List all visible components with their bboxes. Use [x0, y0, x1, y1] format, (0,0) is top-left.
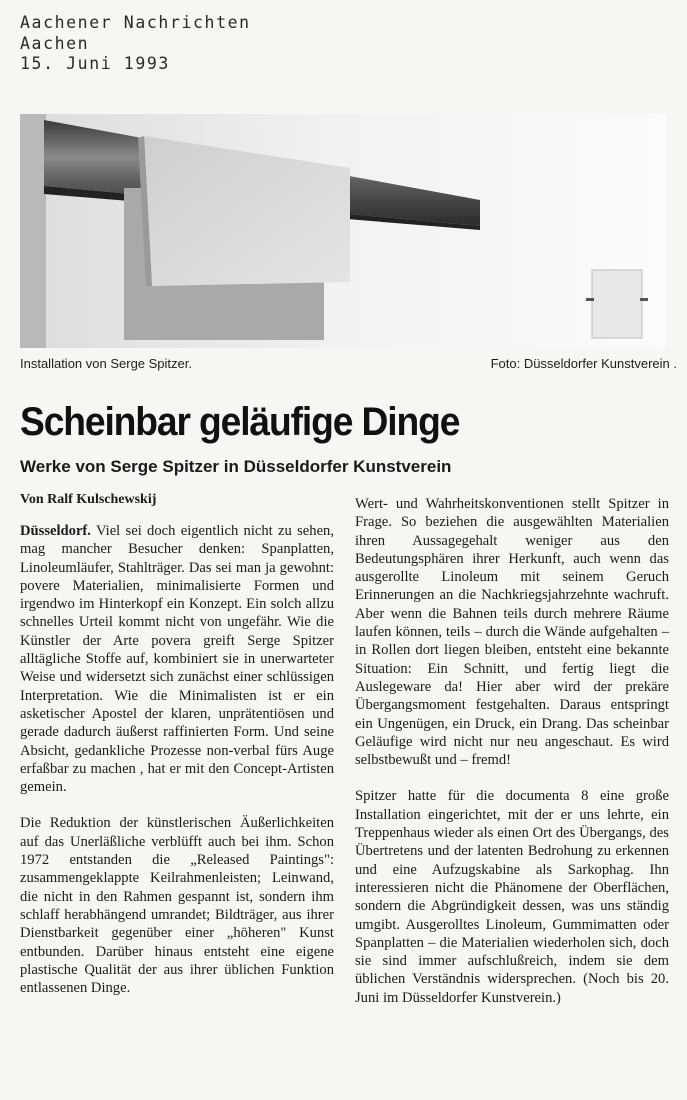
- article-paragraph: Wert- und Wahrheitskonventionen stellt Spitzer in Frage. So beziehen die ausgewählten Materialien ihren Aussagegehalt weniger aus den Bedeutungsphären ihrer Herkunft, auch wenn das ausgerollte Linoleum mit seinem Geruch Erinnerungen an die Nachkriegsjahrzehnte wachruft. Aber wenn die Bahnen teils durch mehrere Räume laufen können, teils – durch die Wände aufgehalten – in Rollen dort liegen bleiben, entsteht eine bekannte Situation: Ein Schnitt, und fertig liegt die Auslegeware da! Hier aber wird der prekäre Übergangsmoment festgehalten. Daraus entspringt ein Ungenügen, ein Druck, ein Drang. Das scheinbar Geläufige wird nicht nur neu angeschaut. Es wird selbstbewußt und – fremd!: [355, 496, 669, 769]
- article-subheadline: Werke von Serge Spitzer in Düsseldorfer Kunstverein: [20, 457, 452, 476]
- newspaper-city: Aachen: [20, 33, 90, 53]
- article-paragraph-text: Viel sei doch eigentlich nicht zu sehen, mag mancher Besucher denken: Spanplatten, Linoleumläufer, Stahlträger. Das sei man ja gewohnt: povere Materialien, minimalisierte Formen und irgendwo im Hinterkopf ein Konzept. Ein solch allzu schnelles Urteil kommt nicht von ungefähr. Wie die Künstler der Arte povera greift Serge Spitzer alltägliche Stoffe auf, kombiniert sie in unerwarteter Weise und widersetzt sich zunächst einer schlüssigen Interpretation. Wie die Minimalisten ist er ein asketischer Apostel der klaren, unprätentiösen und gerade dadurch äußerst raffinierten Form. Und seine Absicht, gedankliche Prozesse non-verbal fürs Auge erfaßbar zu machen , hat er mit den Concept-Artisten gemein.: [20, 523, 334, 796]
- publication-date: 15. Juni 1993: [20, 54, 170, 73]
- newspaper-source-header: [20, 13, 251, 75]
- article-paragraph: Spitzer hatte für die documenta 8 eine große Installation eingerichtet, mit der er uns lehrte, ein Treppenhaus wieder als einen Ort des Übergangs, des Übertretens und der latenten Bedrohung zu erkennen und eine Aufzugskabine als Sarkophag. Ihn interessieren nicht die Phänomene der Oberflächen, sondern die Abgründigkeit dessen, was uns ständig umgibt. Ausgerolltes Linoleum, Gummimatten oder Spanplatten – die Materialien wiederholen sich, doch sie sind immer aufschlußreich, indem sie dem üblichen Verständnis widersprechen. (Noch bis 20. Juni im Düsseldorfer Kunstverein.): [355, 788, 669, 1006]
- article-byline: Von Ralf Kulschewskij: [20, 492, 157, 507]
- photo-credit: Foto: Düsseldorfer Kunstverein .: [490, 356, 677, 371]
- article-paragraph: Die Reduktion der künstlerischen Äußerlichkeiten auf das Unerläßliche verblüfft auch bei ihm. Schon 1972 entstanden die „Released Paintings": zusammengeklappte Keilrahmenleisten; Leinwand, die nicht in den Rahmen gespannt ist, sondern ihm schlaff herabhängend umrandet; Bildträger, aus ihrer Dienstbarkeit gegenüber einer „höheren" Kunst entbunden. Darüber hinaus entsteht eine eigene plastische Qualität der aus ihrer üblichen Funktion entlassenen Dinge.: [20, 815, 334, 997]
- article-dateline: Düsseldorf.: [20, 523, 91, 539]
- article-column-right: [355, 495, 669, 1007]
- article-headline: Scheinbar geläufige Dinge: [20, 400, 460, 444]
- photo-caption: Installation von Serge Spitzer.: [20, 356, 192, 371]
- article-paragraph: [20, 522, 334, 796]
- installation-photo: [20, 114, 666, 348]
- newspaper-name: Aachener Nachrichten: [20, 13, 251, 32]
- article-column-left: [20, 491, 334, 997]
